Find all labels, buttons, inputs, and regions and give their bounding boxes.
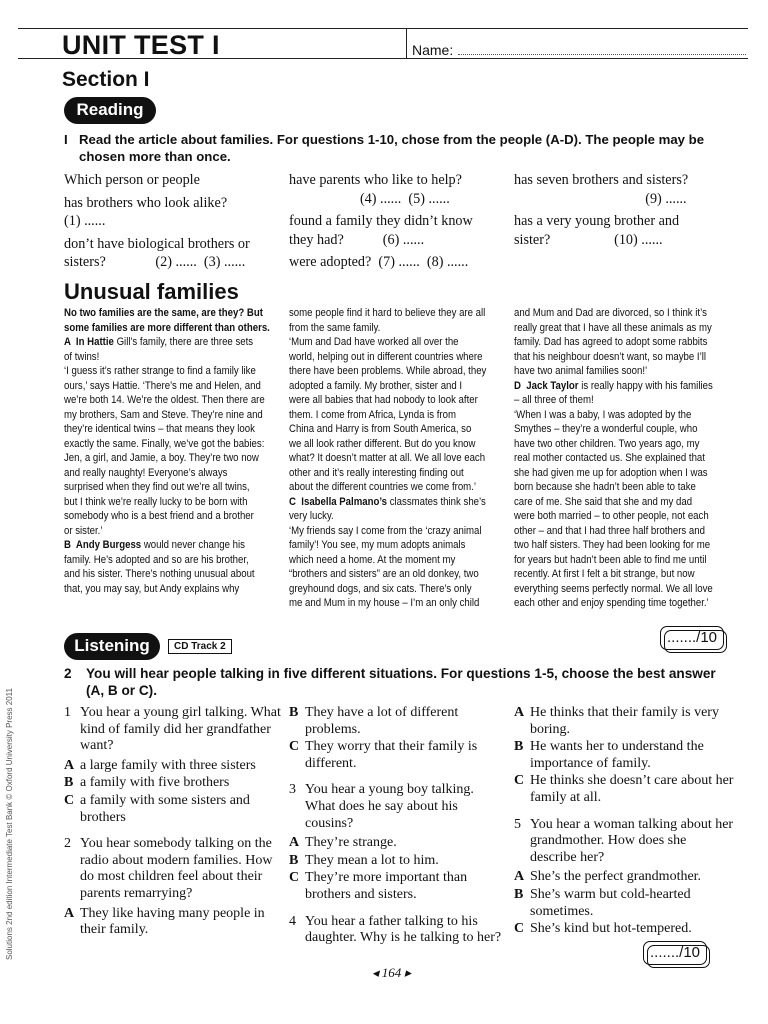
article-line: family. Dad has agreed to adopt some rabbits (514, 336, 708, 348)
article-line: there have been problems. While abroad, they (289, 365, 487, 377)
article-line: ‘Mum and Dad have worked all over the (289, 336, 459, 348)
option-c[interactable]: C They’re more important than brothers and sisters. (289, 870, 468, 902)
q2-instruction (64, 665, 734, 699)
cd-track-label: CD Track 2 (168, 639, 232, 654)
article-line: were all babies that had nobody to look after (289, 394, 478, 406)
article-line: somebody who is a best friend and a brother (64, 510, 254, 522)
question-number: 3 (289, 782, 296, 798)
option-text: a family with some sisters and brothers (80, 792, 250, 825)
option-text: He thinks that their family is very boring. (530, 705, 719, 737)
article-line: Smythes – they’re a wonderful couple, who (514, 423, 698, 435)
question-text: You hear a young girl talking. What kind of family did her grandfather want? (80, 705, 281, 754)
listening-question (64, 705, 284, 755)
listening-question (64, 836, 284, 902)
header-divider (406, 28, 407, 59)
article-line: have two animal families soon!’ (514, 365, 648, 377)
article-line (514, 379, 713, 394)
question-number: 4 (289, 913, 296, 929)
article-line: greyhound dogs, and six cats. There’s only (289, 582, 472, 595)
option-a[interactable]: A They like having many people in their family. (64, 905, 265, 938)
article-lead: A In Hattie (64, 336, 114, 348)
option-text: They have a lot of different problems. (305, 705, 459, 737)
listening-col-3 (514, 705, 734, 939)
option-text: She’s the perfect grandmother. (530, 869, 702, 885)
article-title: Unusual families (64, 279, 239, 304)
article-line: we’re both 14. We’re the oldest. Then there are (64, 394, 265, 406)
listening-question (289, 914, 507, 947)
q1-line: (9) ...... (514, 190, 687, 207)
article-line: and really naughty! Everyone’s always (64, 466, 228, 479)
question-number: 2 (64, 836, 71, 852)
option-text: They worry that their family is different. (305, 739, 478, 771)
article-lead: D Jack Taylor (514, 379, 579, 392)
question-text: You hear a woman talking about her grandmother. How does she describe her? (530, 816, 734, 865)
article-line: of twins! (64, 350, 100, 363)
article-line: China and Harry is from South America, so (289, 423, 472, 435)
article-line: other and it’s really interesting finding out (289, 466, 464, 479)
option-text: They like having many people in their family. (80, 905, 265, 938)
option-b[interactable]: B He wants her to understand the importance of family. (514, 739, 704, 771)
q1-number: I (64, 132, 68, 147)
q2-number: 2 (64, 666, 72, 681)
q1-line: has a very young brother and (514, 213, 680, 229)
q1-col-1 (64, 171, 284, 272)
listening-score-box: ......./10 (643, 941, 707, 965)
article-line: very lucky. (289, 510, 334, 522)
reading-score-box: ......./10 (660, 626, 724, 650)
option-b[interactable]: B She’s warm but cold-hearted sometimes. (514, 886, 691, 919)
option-a[interactable]: A They’re strange. (289, 835, 397, 851)
option-c[interactable]: C a family with some sisters and brothers (64, 792, 250, 825)
article-col-1 (64, 306, 270, 596)
q1-line: were adopted? (7) ...... (8) ...... (289, 254, 469, 270)
article-line: surprised when they find out we’re all twins, (64, 481, 250, 493)
article-line: family. He’s adopted and so are his brother, (64, 553, 249, 566)
article-line: other – and that I had three half brothers and (514, 524, 705, 537)
article-col-3 (514, 306, 713, 611)
q1-line: have parents who like to help? (289, 172, 462, 188)
article-line: for years but hadn’t been able to find me until (514, 553, 707, 566)
article-line: which need a home. At the moment my (289, 553, 456, 566)
article-line: everything seems perfectly normal. We all love (514, 582, 713, 595)
article-line (64, 335, 270, 350)
article-lead: B Andy Burgess (64, 539, 142, 551)
article-line: them. I come from Africa, Lynda is from (289, 408, 457, 421)
listening-pill: Listening (64, 633, 160, 660)
listening-col-2 (289, 705, 507, 950)
article-line: they’re identical twins – that means they look (64, 423, 255, 435)
article-line: born because she hadn’t been able to take (514, 481, 696, 493)
option-text: a family with five brothers (80, 775, 230, 791)
article-line: ‘My friends say I come from the ‘crazy animal (289, 524, 482, 537)
q1-line: don’t have biological brothers or (64, 235, 250, 252)
q1-line: (4) ...... (5) ...... (289, 190, 450, 207)
article-lead-rest: classmates think she’s (387, 495, 486, 508)
article-line: family’! You see, my mum adopts animals (289, 539, 466, 551)
q1-line: sister? (10) ...... (514, 231, 663, 248)
name-label: Name: (412, 42, 454, 58)
article-lead-rest: Gill’s family, there are three sets (113, 336, 254, 348)
article-line: real mother contacted us. She explained that (514, 452, 705, 464)
question-number: 1 (64, 705, 71, 720)
article-line: each other and enjoy spending time together.’ (514, 597, 709, 609)
header-top-rule (18, 28, 748, 29)
option-text: He thinks she doesn’t care about her family at all. (530, 773, 734, 805)
name-field[interactable] (458, 54, 746, 55)
q1-col-3 (514, 171, 734, 249)
article-line: really great that I have all these animals as my (514, 321, 712, 334)
article-line: world, helping out in different countries where (289, 350, 483, 363)
article-line: exactly the same. Finally, we’ve got the babies: (64, 437, 265, 450)
article-line: from the same family. (289, 321, 381, 334)
question-text: You hear somebody talking on the radio about modern families. How do most children feel about their parents remarrying? (80, 836, 273, 901)
article-lead-rest: would never change his (141, 539, 245, 551)
q2-instruction-text: You will hear people talking in five different situations. For questions 1-5, choose the best answer (A, B or C). (86, 666, 716, 698)
article-line: what? It doesn’t matter at all. We all love each (289, 452, 486, 464)
unit-title: UNIT TEST I (62, 30, 220, 60)
q1-line: has seven brothers and sisters? (514, 172, 689, 188)
article-line: adopted a family. My brother, sister and I (289, 379, 463, 392)
question-number: 5 (514, 816, 521, 832)
article-line: Jen, a girl, and Jamie, a boy. They’re two now (64, 452, 259, 464)
article-line: two half sisters. They had been looking for me (514, 539, 711, 551)
q1-line: sisters? (2) ...... (3) ...... (64, 254, 246, 270)
page-number: ◂ 164 ▸ (372, 965, 412, 980)
question-text: You hear a father talking to his daughter. Why is he talking to her? (305, 913, 502, 946)
article-line: that, you may say, but Andy explains why (64, 582, 240, 595)
article-line: ‘When I was a baby, I was adopted by the (514, 408, 692, 421)
option-c[interactable]: C They worry that their family is different. (289, 739, 478, 771)
copyright-margin-text: Solutions 2nd edition Intermediate Test Bank © Oxford University Press 2011 (5, 688, 14, 960)
article-line: – all three of them! (514, 394, 594, 406)
option-b[interactable]: B They have a lot of different problems. (289, 705, 459, 737)
article-line: but I think we’re really lucky to be born with (64, 495, 248, 508)
article-line: were both married – to other people, not each (514, 510, 709, 522)
article-line: and Mum and Dad are divorced, so I think it’s (514, 307, 707, 319)
q1-line: Which person or people (64, 172, 200, 188)
listening-question (289, 782, 507, 832)
option-c[interactable]: C She’s kind but hot-tempered. (514, 921, 692, 937)
option-text: a large family with three sisters (80, 757, 256, 773)
article-line (64, 538, 270, 553)
article-line: ‘I guess it’s rather strange to find a family like (64, 365, 256, 377)
q1-line: they had? (6) ...... (289, 231, 425, 248)
q1-instruction (64, 131, 734, 165)
article-line: recently. At first I felt a bit strange, but now (514, 568, 695, 580)
q1-line: has brothers who look alike? (64, 194, 228, 211)
article-lead-rest: is really happy with his families (578, 379, 713, 392)
option-b[interactable]: B They mean a lot to him. (289, 852, 439, 868)
option-text: They mean a lot to him. (305, 852, 439, 868)
article-line: we all look rather different. But do you know (289, 437, 476, 450)
article-line: she had given me up for adoption when I was (514, 466, 708, 479)
option-text: They’re more important than brothers and sisters. (305, 870, 468, 902)
option-text: He wants her to understand the importance of family. (530, 739, 704, 771)
option-a[interactable]: A a large family with three sisters (64, 757, 256, 773)
option-b[interactable]: B a family with five brothers (64, 775, 230, 791)
section-title: Section I (62, 68, 150, 91)
article-line: some families are more different than others. (64, 321, 270, 334)
article-line: No two families are the same, are they? But (64, 307, 263, 319)
article-line (289, 495, 486, 510)
q1-line: (1) ...... (64, 213, 106, 229)
article-line: and his sister. There’s nothing unusual about (64, 568, 255, 580)
article-line: my brothers, Sam and Steve. They’re nine and (64, 408, 263, 421)
article-line: me and Mum in my house – I’m an only child (289, 597, 480, 609)
article-line: care of me. She said that she and my dad (514, 495, 693, 508)
article-line: ours,’ says Hattie. ‘There’s me and Helen, and (64, 379, 261, 392)
q1-col-2 (289, 171, 509, 272)
article-line: that his neighbour doesn’t want, so maybe I’ll (514, 350, 707, 363)
listening-question (514, 817, 734, 867)
option-text: She’s warm but cold-hearted sometimes. (530, 886, 691, 919)
option-a[interactable]: A He thinks that their family is very boring. (514, 705, 719, 737)
article-col-2 (289, 306, 486, 611)
q1-line: found a family they didn’t know (289, 213, 473, 229)
listening-col-1 (64, 705, 284, 940)
article-line: have two other children. Two years ago, my (514, 437, 700, 450)
question-text: You hear a young boy talking. What does he say about his cousins? (305, 782, 474, 831)
article-line: or sister.’ (64, 524, 103, 537)
article-line: about the different countries we come from.’ (289, 481, 477, 493)
reading-pill: Reading (64, 97, 156, 124)
option-c[interactable]: C He thinks she doesn’t care about her family at all. (514, 773, 734, 805)
q1-instruction-text: Read the article about families. For questions 1-10, chose from the people (A-D). The people may be chosen more than once. (79, 132, 705, 164)
article-line: “brothers and sisters” are an old donkey, two (289, 568, 479, 580)
option-text: They’re strange. (305, 835, 397, 851)
option-a[interactable]: A She’s the perfect grandmother. (514, 869, 702, 885)
option-text: She’s kind but hot-tempered. (530, 921, 692, 937)
article-lead: C Isabella Palmano’s (289, 495, 388, 508)
article-line: some people find it hard to believe they are all (289, 307, 486, 319)
